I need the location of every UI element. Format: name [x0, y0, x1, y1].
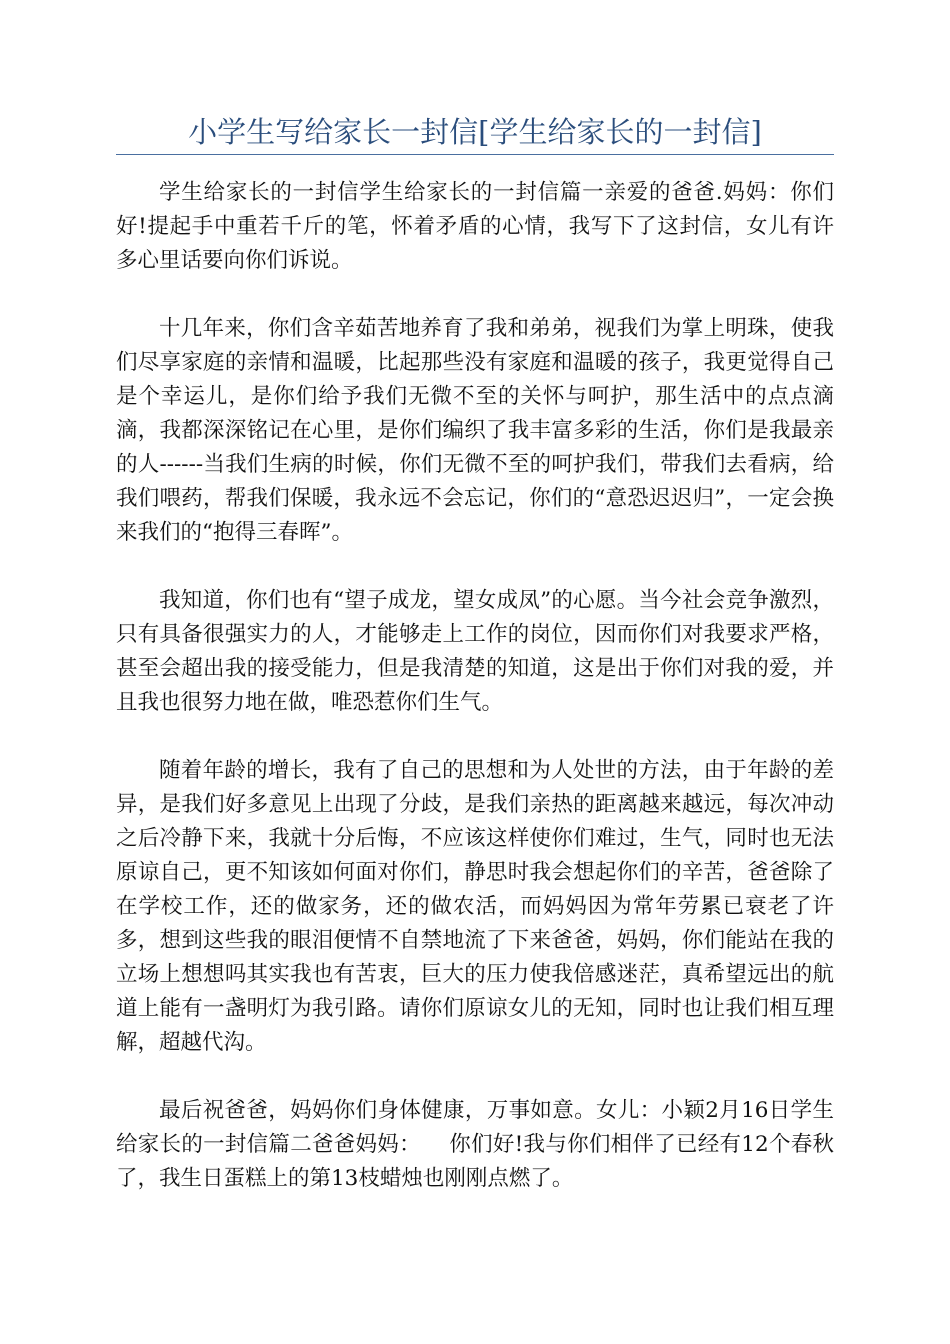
paragraph-2: 十几年来，你们含辛茹苦地养育了我和弟弟，视我们为掌上明珠，使我们尽享家庭的亲情和温暖，比起那些没有家庭和温暖的孩子，我更觉得自己是个幸运儿，是你们给予我们无微不至的关怀与呵护，那生活中的点点滴滴，我都深深铭记在心里，是你们编织了我丰富多彩的生活，你们是我最亲的人------当我们生病的时候，你们无微不至的呵护我们，带我们去看病，给我们喂药，帮我们保暖，我永远不会忘记，你们的“意恐迟迟归”，一定会换来我们的“抱得三春晖”。: [116, 316, 834, 545]
paragraph-5: 最后祝爸爸，妈妈你们身体健康，万事如意。女儿：小颖2月16日学生给家长的一封信篇二爸爸妈妈： 你们好!我与你们相伴了已经有12个春秋了，我生日蛋糕上的第13枝蜡烛也刚刚点燃了。: [116, 1098, 834, 1191]
paragraph-4: 随着年龄的增长，我有了自己的思想和为人处世的方法，由于年龄的差异，是我们好多意见上出现了分歧，是我们亲热的距离越来越远，每次冲动之后冷静下来，我就十分后悔，不应该这样使你们难过，生气，同时也无法原谅自己，更不知该如何面对你们，静思时我会想起你们的辛苦，爸爸除了在学校工作，还的做家务，还的做农活，而妈妈因为常年劳累已衰老了许多，想到这些我的眼泪便情不自禁地流了下来爸爸，妈妈，你们能站在我的立场上想想吗其实我也有苦衷，巨大的压力使我倍感迷茫，真希望远出的航道上能有一盏明灯为我引路。请你们原谅女儿的无知，同时也让我们相互理解，超越代沟。: [116, 758, 834, 1055]
paragraph-3: 我知道，你们也有“望子成龙，望女成凤”的心愿。当今社会竞争激烈，只有具备很强实力的人，才能够走上工作的岗位，因而你们对我要求严格，甚至会超出我的接受能力，但是我清楚的知道，这是出于你们对我的爱，并且我也很努力地在做，唯恐惹你们生气。: [116, 588, 834, 715]
title-underline: [116, 154, 834, 155]
document-title: 小学生写给家长一封信[学生给家长的一封信]: [188, 115, 762, 149]
document-body: [116, 176, 834, 1230]
paragraph-1: 学生给家长的一封信学生给家长的一封信篇一亲爱的爸爸.妈妈：你们好!提起手中重若千斤的笔，怀着矛盾的心情，我写下了这封信，女儿有许多心里话要向你们诉说。: [116, 180, 834, 273]
